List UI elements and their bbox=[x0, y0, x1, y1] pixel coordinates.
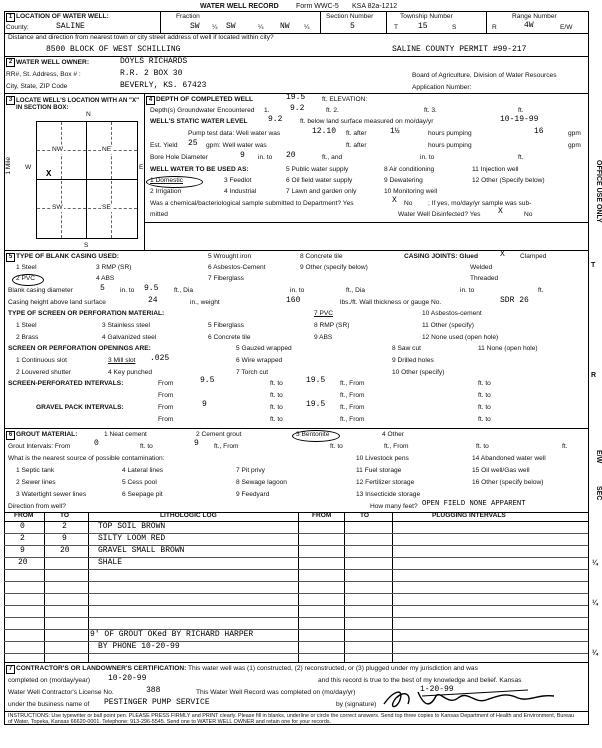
in-to-label-3: in. to bbox=[460, 287, 475, 294]
section-6-number: 6 bbox=[6, 431, 15, 440]
screen-stainless[interactable]: 3 Stainless steel bbox=[102, 322, 151, 329]
contam-livestock[interactable]: 10 Livestock pens bbox=[356, 455, 409, 462]
use-monitor[interactable]: 10 Monitoring well bbox=[384, 188, 438, 195]
hours-2: hours pumping bbox=[428, 142, 472, 149]
section-grid[interactable] bbox=[36, 121, 138, 239]
gravel-to-label-4: ft. to bbox=[478, 416, 491, 423]
perf-from[interactable]: 9.5 bbox=[200, 376, 215, 385]
grout-ft-from-2: ft., From bbox=[384, 443, 409, 450]
blank-to-value[interactable]: 9.5 bbox=[144, 284, 159, 293]
perf-to[interactable]: 19.5 bbox=[306, 376, 326, 385]
bore-ft-and: ft., and bbox=[322, 154, 343, 161]
divider bbox=[4, 428, 588, 429]
divider bbox=[4, 533, 588, 534]
contam-sewer[interactable]: 2 Sewer lines bbox=[16, 479, 56, 486]
pump-value[interactable]: 12.10 bbox=[312, 127, 337, 136]
divider bbox=[4, 521, 588, 522]
township-label: Township Number bbox=[400, 13, 453, 20]
divider bbox=[4, 662, 588, 663]
quad-sw: SW bbox=[52, 204, 63, 211]
log-row-from: 20 bbox=[18, 558, 28, 567]
section-value[interactable]: 5 bbox=[350, 22, 355, 31]
gravel-label: GRAVEL PACK INTERVALS: bbox=[36, 404, 124, 411]
grout-to-label-3: ft. to bbox=[476, 443, 489, 450]
location-x-mark: X bbox=[46, 169, 52, 179]
casing-concrete[interactable]: 8 Concrete tile bbox=[300, 253, 343, 260]
grout-other[interactable]: 4 Other bbox=[382, 431, 404, 438]
chem-x[interactable]: X bbox=[392, 196, 397, 205]
perf-to-label-3: ft. to bbox=[270, 392, 283, 399]
use-lawn[interactable]: 7 Lawn and garden only bbox=[286, 188, 357, 195]
grout-from[interactable]: 0 bbox=[94, 439, 99, 448]
section-box-label: LOCATE WELL'S LOCATION WITH AN "X" IN SECTION BOX: bbox=[16, 97, 140, 112]
contam-cess[interactable]: 5 Cess pool bbox=[122, 479, 157, 486]
divider bbox=[4, 56, 588, 57]
casing-pvc[interactable]: 2 PVC bbox=[16, 275, 36, 282]
compass-n: N bbox=[86, 111, 91, 118]
owner-label: WATER WELL OWNER: bbox=[16, 59, 90, 66]
contam-lateral[interactable]: 4 Lateral lines bbox=[122, 467, 164, 474]
log-row-desc: TOP SOIL BROWN bbox=[98, 522, 166, 531]
openings-label: SCREEN OR PERFORATION OPENINGS ARE: bbox=[8, 345, 151, 352]
location-label: LOCATION OF WATER WELL: bbox=[16, 13, 109, 20]
static-label: WELL'S STATIC WATER LEVEL bbox=[150, 118, 248, 125]
blank-dia-value[interactable]: 5 bbox=[100, 284, 105, 293]
signature-image bbox=[378, 684, 568, 714]
divider bbox=[4, 569, 588, 570]
fraction-2[interactable]: SW bbox=[226, 22, 236, 31]
grout-to[interactable]: 9 bbox=[194, 439, 199, 448]
business-label: under the business name of bbox=[8, 701, 90, 708]
divider bbox=[386, 11, 387, 33]
gravel-to[interactable]: 19.5 bbox=[306, 400, 326, 409]
gw-ft-end: ft. bbox=[518, 107, 524, 114]
depth-value[interactable]: 19.5 bbox=[286, 93, 306, 102]
divider bbox=[320, 11, 321, 33]
casing-rmp[interactable]: 3 RMP (SR) bbox=[96, 264, 132, 271]
how-many-value[interactable]: OPEN FIELD NONE APPARENT bbox=[422, 500, 526, 508]
section-1-number: 1 bbox=[6, 13, 15, 22]
grid-dash bbox=[61, 122, 62, 238]
divider bbox=[4, 617, 588, 618]
form-number: Form WWC-5 bbox=[296, 3, 339, 10]
rr-label: RR#, St. Address, Box # : bbox=[6, 71, 81, 78]
gravel-from-label: From bbox=[158, 404, 174, 411]
screen-abs[interactable]: 9 ABS bbox=[314, 334, 333, 341]
perf-ft-from-2: ft., From bbox=[340, 392, 365, 399]
bore-in-to-2: in. to bbox=[420, 154, 435, 161]
gpm-2: gpm bbox=[568, 142, 581, 149]
fraction-1[interactable]: SW bbox=[190, 22, 200, 31]
gravel-to-label: ft. to bbox=[270, 404, 283, 411]
dia-label-2: ft., Dia bbox=[346, 287, 366, 294]
grout-ft: ft. bbox=[562, 443, 568, 450]
perf-from-label-2: From bbox=[158, 392, 174, 399]
bore-to[interactable]: 20 bbox=[286, 151, 296, 160]
quad-se: SE bbox=[102, 204, 111, 211]
casing-steel[interactable]: 1 Steel bbox=[16, 264, 37, 271]
open-louvered[interactable]: 2 Louvered shutter bbox=[16, 369, 71, 376]
open-drilled[interactable]: 9 Drilled holes bbox=[392, 357, 434, 364]
ksa-number: KSA 82a-1212 bbox=[352, 3, 398, 10]
grout-bentonite[interactable]: 3 Bentonite bbox=[296, 431, 330, 438]
contam-septic[interactable]: 1 Septic tank bbox=[16, 467, 55, 474]
open-continuous[interactable]: 1 Continuous slot bbox=[16, 357, 67, 364]
contam-oilgas[interactable]: 15 Oil well/Gas well bbox=[472, 467, 530, 474]
use-oilfield[interactable]: 6 Oil field water supply bbox=[286, 177, 353, 184]
casing-fiberglass[interactable]: 7 Fiberglass bbox=[208, 275, 244, 282]
static-date[interactable]: 10-19-99 bbox=[500, 115, 539, 124]
log-row-desc: SILTY LOOM RED bbox=[98, 534, 166, 543]
casing-label: TYPE OF BLANK CASING USED: bbox=[16, 253, 119, 260]
pump-label: Pump test data: Well water was bbox=[188, 130, 281, 137]
perf-to-label: ft. to bbox=[270, 380, 283, 387]
gravel-to-label-3: ft. to bbox=[270, 416, 283, 423]
log-row-to: 2 bbox=[62, 522, 67, 531]
use-feedlot[interactable]: 3 Feedlot bbox=[224, 177, 252, 184]
open-wire[interactable]: 6 Wire wrapped bbox=[236, 357, 283, 364]
domestic-circle bbox=[146, 176, 203, 188]
perf-to-label-4: ft. to bbox=[478, 392, 491, 399]
threaded-label: Threaded bbox=[470, 275, 499, 282]
yield-label: Est. Yield bbox=[150, 142, 178, 149]
after-2: ft. after bbox=[346, 142, 367, 149]
sidebar-t: T bbox=[591, 262, 596, 269]
record-date[interactable]: 1-20-99 bbox=[420, 685, 454, 694]
use-injection[interactable]: 11 Injection well bbox=[472, 166, 519, 173]
grout-cement[interactable]: 2 Cement grout bbox=[196, 431, 242, 438]
screen-pvc[interactable]: 7 PVC bbox=[314, 310, 334, 317]
log-header-plug: PLUGGING INTERVALS bbox=[432, 512, 506, 519]
range-label: Range Number bbox=[512, 13, 557, 20]
wall-value[interactable]: SDR 26 bbox=[500, 296, 529, 305]
contam-abandoned[interactable]: 14 Abandoned water well bbox=[472, 455, 546, 462]
by-signature-label: by (signature) bbox=[336, 701, 377, 708]
use-public[interactable]: 5 Public water supply bbox=[286, 166, 349, 173]
grout-to-label: ft. to bbox=[140, 443, 153, 450]
township-prefix: T bbox=[394, 24, 399, 31]
open-saw[interactable]: 8 Saw cut bbox=[392, 345, 421, 352]
casing-abs[interactable]: 4 ABS bbox=[96, 275, 115, 282]
contam-lagoon[interactable]: 8 Sewage lagoon bbox=[236, 479, 287, 486]
compass-w: W bbox=[25, 164, 32, 171]
contam-seepage[interactable]: 6 Seepage pit bbox=[122, 491, 163, 498]
open-gauzed[interactable]: 5 Gauzed wrapped bbox=[236, 345, 292, 352]
divider bbox=[44, 512, 45, 662]
open-mill-slot[interactable]: 3 Mill slot bbox=[108, 357, 136, 364]
contam-watertight[interactable]: 3 Watertight sewer lines bbox=[16, 491, 87, 498]
gw-ft-2: ft. 2. bbox=[326, 107, 339, 114]
contam-label: What is the nearest source of possible contamination: bbox=[8, 455, 165, 462]
bore-in-to: in. to bbox=[258, 154, 273, 161]
casing-other[interactable]: 9 Other (specify below) bbox=[300, 264, 368, 271]
sidebar-ew: E/W bbox=[595, 450, 602, 464]
divider bbox=[144, 222, 588, 223]
perf-label: SCREEN-PERFORATED INTERVALS: bbox=[8, 380, 124, 387]
height-label: Casing height above land surface bbox=[8, 299, 106, 306]
contam-other[interactable]: 16 Other (specify below) bbox=[472, 479, 544, 486]
log-row-from: 9 bbox=[20, 546, 25, 555]
section-5-number: 5 bbox=[6, 253, 15, 262]
dia-label: ft., Dia bbox=[174, 287, 194, 294]
pump-after: ft. after bbox=[346, 130, 367, 137]
log-row-desc: SHALE bbox=[98, 558, 123, 567]
section-4-number: 4 bbox=[146, 96, 155, 105]
section-7-number: 7 bbox=[6, 665, 15, 674]
log-row-to: 9 bbox=[62, 534, 67, 543]
screen-steel[interactable]: 1 Steel bbox=[16, 322, 37, 329]
license-rest: This Water Well Record was completed on (mo/day/yr) bbox=[196, 689, 356, 696]
log-row-from: 2 bbox=[20, 534, 25, 543]
joints-x[interactable]: X bbox=[500, 250, 505, 259]
divider bbox=[4, 581, 588, 582]
county-value[interactable]: SALINE bbox=[56, 22, 85, 31]
divider bbox=[392, 512, 393, 662]
license-label: Water Well Contractor's License No. bbox=[8, 689, 114, 696]
height-value[interactable]: 24 bbox=[148, 296, 158, 305]
in-to-label-2: in. to bbox=[290, 287, 305, 294]
divider bbox=[4, 605, 588, 606]
sidebar-r: R bbox=[591, 372, 597, 379]
compass-e: E bbox=[139, 164, 144, 171]
gravel-to-label-2: ft. to bbox=[478, 404, 491, 411]
welded-label: Welded bbox=[470, 264, 493, 271]
sidebar-q1: ¼ bbox=[592, 560, 598, 567]
completed-rest: and this record is true to the best of my knowledge and belief. Kansas bbox=[318, 677, 522, 684]
pump-gpm[interactable]: 16 bbox=[534, 127, 544, 136]
sidebar-q3: ¼ bbox=[592, 650, 598, 657]
use-other[interactable]: 12 Other (Specify below) bbox=[472, 177, 545, 184]
cert-label: CONTRACTOR'S OR LANDOWNER'S CERTIFICATION: bbox=[16, 665, 187, 672]
pvc-circle bbox=[12, 274, 44, 286]
screen-other[interactable]: 11 Other (specify) bbox=[422, 322, 474, 329]
log-header-from: FROM bbox=[14, 512, 34, 519]
business-value[interactable]: PESTINGER PUMP SERVICE bbox=[104, 698, 210, 707]
grout-ft-from: ft., From bbox=[214, 443, 239, 450]
disinfect-no: No bbox=[524, 211, 533, 218]
gravel-from-label-2: From bbox=[158, 416, 174, 423]
section-3-number: 3 bbox=[6, 96, 15, 105]
gravel-ft-from-2: ft., From bbox=[340, 416, 365, 423]
divider bbox=[88, 512, 89, 662]
city-value[interactable]: BEVERLY, KS. 67423 bbox=[120, 81, 207, 90]
grid-dash bbox=[111, 122, 112, 238]
divider bbox=[144, 93, 145, 250]
gravel-ft-from: ft., From bbox=[340, 404, 365, 411]
gpm-1: gpm bbox=[568, 130, 581, 137]
open-none[interactable]: 11 None (open hole) bbox=[478, 345, 538, 352]
range-value[interactable]: 4W bbox=[524, 21, 534, 30]
form-title: WATER WELL RECORD bbox=[200, 3, 279, 10]
groundwater-1[interactable]: 9.2 bbox=[290, 104, 305, 113]
elevation-label: ft. ELEVATION: bbox=[322, 96, 368, 103]
chem-label: Was a chemical/bacteriological sample submitted to Department? Yes bbox=[150, 200, 354, 207]
use-industrial[interactable]: 4 Industrial bbox=[224, 188, 257, 195]
divider bbox=[160, 11, 161, 33]
use-air[interactable]: 8 Air conditioning bbox=[384, 166, 435, 173]
divider bbox=[344, 512, 345, 662]
log-note-1: 9' OF GROUT OKed BY RICHARD HARPER bbox=[90, 630, 254, 639]
sidebar-sec: SEC bbox=[595, 486, 602, 501]
quad-ne: NE bbox=[102, 146, 112, 153]
groundwater-label: Depth(s) Groundwater Encountered bbox=[150, 107, 255, 114]
divider bbox=[4, 653, 588, 654]
board-text: Board of Agriculture, Division of Water Resources bbox=[412, 72, 557, 79]
open-key[interactable]: 4 Key punched bbox=[108, 369, 152, 376]
clamped-label: Clamped bbox=[520, 253, 547, 260]
static-value[interactable]: 9.2 bbox=[268, 115, 283, 124]
sidebar-q2: ¼ bbox=[592, 600, 598, 607]
fraction-label: Fraction bbox=[176, 13, 200, 20]
divider bbox=[298, 512, 299, 662]
mile-label: 1 Mile bbox=[5, 157, 12, 175]
log-header-to: TO bbox=[60, 512, 70, 519]
cert-text: This water well was (1) constructed, (2) reconstructed, or (3) plugged under my jurisdiction and was bbox=[188, 665, 478, 672]
perf-to-label-2: ft. to bbox=[478, 380, 491, 387]
depth-label: DEPTH OF COMPLETED WELL bbox=[156, 96, 254, 103]
screen-concrete[interactable]: 6 Concrete tile bbox=[208, 334, 251, 341]
gravel-from[interactable]: 9 bbox=[202, 400, 207, 409]
joints-label: CASING JOINTS: Glued bbox=[404, 253, 479, 260]
screen-rmp[interactable]: 8 RMP (SR) bbox=[314, 322, 350, 329]
range-suffix: E/W bbox=[560, 24, 573, 31]
city-label: City, State, ZIP Code bbox=[6, 83, 68, 90]
contam-fertilizer[interactable]: 12 Fertilizer storage bbox=[356, 479, 415, 486]
instructions-text: INSTRUCTIONS: Use typewriter or ball point pen. PLEASE PRESS FIRMLY and PRINT clearly. Please fill in blanks, underline or circle the correct answers. Send top three copies to Kansas Department of Health and Environment, Bureau of Water, Topeka, Kansas 66620-0001. Telephone: 913-296-5545. Send one to WATER WELL OWNER and retain one for your records. bbox=[8, 713, 575, 726]
disinfect-label: Water Well Disinfected? Yes bbox=[398, 211, 481, 218]
casing-wrought[interactable]: 5 Wrought iron bbox=[208, 253, 252, 260]
completed-value[interactable]: 10-20-99 bbox=[108, 674, 147, 683]
quad-nw: NW bbox=[52, 146, 63, 153]
divider bbox=[4, 557, 588, 558]
disinfect-x[interactable]: X bbox=[498, 207, 503, 216]
bore-dia[interactable]: 9 bbox=[240, 151, 245, 160]
gw-1-label: 1. bbox=[264, 107, 270, 114]
how-many-label: How many feet? bbox=[370, 503, 418, 510]
perf-from-label: From bbox=[158, 380, 174, 387]
use-label: WELL WATER TO BE USED AS: bbox=[150, 166, 249, 173]
grid-horizontal bbox=[37, 179, 137, 180]
screen-none[interactable]: 12 None used (open hole) bbox=[422, 334, 499, 341]
compass-s: S bbox=[84, 242, 89, 249]
weight-label: in., weight bbox=[190, 299, 220, 306]
contam-fuel[interactable]: 11 Fuel storage bbox=[356, 467, 402, 474]
section-label: Section Number bbox=[326, 13, 374, 20]
pump-hours[interactable]: 1½ bbox=[390, 127, 400, 136]
blank-dia-label: Blank casing diameter bbox=[8, 287, 73, 294]
license-value[interactable]: 388 bbox=[146, 686, 161, 695]
yield-value[interactable]: 25 bbox=[188, 139, 198, 148]
bentonite-circle bbox=[292, 430, 340, 442]
rr-value[interactable]: R.R. 2 BOX 30 bbox=[120, 69, 183, 78]
divider bbox=[4, 545, 588, 546]
in-to-label: in. to bbox=[120, 287, 135, 294]
weight-value[interactable]: 160 bbox=[286, 296, 301, 305]
screen-asbestos[interactable]: 10 Asbestos-cement bbox=[422, 310, 482, 317]
yield-rest: gpm: Well water was bbox=[206, 142, 267, 149]
distance-label: Distance and direction from nearest town or city street address of well if located within city? bbox=[8, 34, 274, 41]
county-label: County: bbox=[6, 24, 29, 31]
log-note-2: BY PHONE 10-20-99 bbox=[98, 642, 180, 651]
log-header-from-2: FROM bbox=[312, 512, 332, 519]
grout-intervals-label: Grout Intervals: From bbox=[8, 443, 71, 450]
use-dewater[interactable]: 9 Dewatering bbox=[384, 177, 423, 184]
grout-label: GROUT MATERIAL: bbox=[16, 431, 78, 438]
owner-name[interactable]: DOYLS RICHARDS bbox=[120, 57, 188, 66]
wall-label: lbs./ft. Wall thickness or gauge No. bbox=[340, 299, 442, 306]
divider bbox=[4, 593, 588, 594]
open-other[interactable]: 10 Other (specify) bbox=[392, 369, 445, 376]
log-header-to-2: TO bbox=[360, 512, 370, 519]
quarter-3: ¼ bbox=[304, 24, 310, 31]
contam-feedyard[interactable]: 9 Feedyard bbox=[236, 491, 270, 498]
log-row-desc: GRAVEL SMALL BROWN bbox=[98, 546, 185, 555]
divider bbox=[4, 641, 588, 642]
section-2-number: 2 bbox=[6, 58, 15, 67]
grid-vertical bbox=[86, 122, 87, 238]
log-row-from: 0 bbox=[20, 522, 25, 531]
bore-ft: ft. bbox=[518, 154, 524, 161]
gw-ft-3: ft. 3. bbox=[424, 107, 437, 114]
static-mid: ft. below land surface measured on mo/day/yr bbox=[300, 118, 434, 125]
log-header-lith: LITHOLOGIC LOG bbox=[160, 512, 217, 519]
address-value[interactable]: 8500 BLOCK OF WEST SCHILLING bbox=[46, 45, 181, 54]
application-label: Application Number: bbox=[412, 84, 472, 91]
direction-label: Direction from well? bbox=[8, 503, 66, 510]
log-row-to: 20 bbox=[60, 546, 70, 555]
submitted-label: mitted bbox=[150, 211, 168, 218]
casing-asbestos[interactable]: 6 Asbestos-Cement bbox=[208, 264, 266, 271]
open-torch[interactable]: 7 Torch cut bbox=[236, 369, 269, 376]
contam-insecticide[interactable]: 13 Insecticide storage bbox=[356, 491, 421, 498]
quarter-1: ¼ bbox=[212, 24, 218, 31]
screen-galvanized[interactable]: 4 Galvanized steel bbox=[102, 334, 157, 341]
use-irrigation[interactable]: 2 Irrigation bbox=[150, 188, 182, 195]
use-domestic[interactable]: 1 Domestic bbox=[150, 177, 183, 184]
screen-fiberglass[interactable]: 5 Fiberglass bbox=[208, 322, 244, 329]
chem-no: No bbox=[404, 200, 413, 207]
quarter-2: ¼ bbox=[258, 24, 264, 31]
permit-value[interactable]: SALINE COUNTY PERMIT #99-217 bbox=[392, 45, 527, 54]
chem-rest: ; If yes, mo/day/yr sample was sub- bbox=[428, 200, 532, 207]
pump-pumping: hours pumping bbox=[428, 130, 472, 137]
contam-privy[interactable]: 7 Pit privy bbox=[236, 467, 265, 474]
divider bbox=[4, 711, 588, 712]
ft-label: ft. bbox=[538, 287, 544, 294]
grout-to-label-2: ft. to bbox=[330, 443, 343, 450]
screen-label: TYPE OF SCREEN OR PERFORATION MATERIAL: bbox=[8, 310, 165, 317]
grout-neat[interactable]: 1 Neat cement bbox=[104, 431, 147, 438]
perf-ft-from: ft., From bbox=[340, 380, 365, 387]
range-prefix: R bbox=[492, 24, 497, 31]
completed-label: completed on (mo/day/year) bbox=[8, 677, 91, 684]
township-suffix: S bbox=[452, 24, 457, 31]
divider bbox=[486, 11, 487, 33]
bore-label: Bore Hole Diameter bbox=[150, 154, 208, 161]
sidebar-office: OFFICE USE ONLY bbox=[595, 160, 602, 223]
screen-brass[interactable]: 2 Brass bbox=[16, 334, 39, 341]
fraction-3[interactable]: NW bbox=[280, 22, 290, 31]
township-value[interactable]: 15 bbox=[418, 22, 428, 31]
mill-slot-value[interactable]: .025 bbox=[150, 354, 170, 363]
